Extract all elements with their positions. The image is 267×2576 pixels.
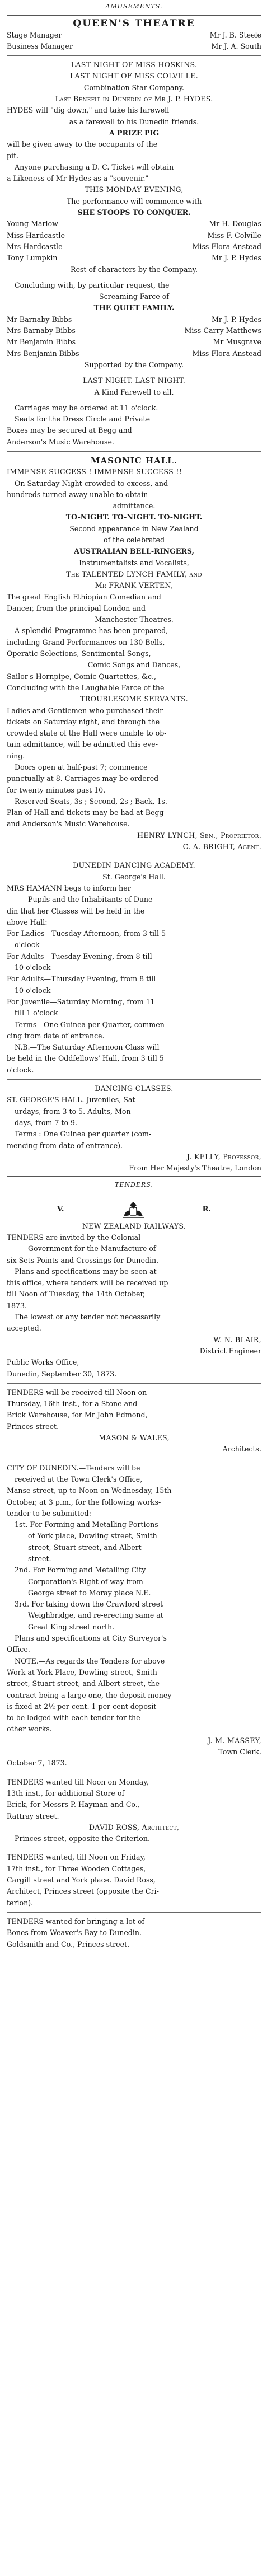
signature-line: HENRY LYNCH, Sen., Proprietor. <box>137 831 261 840</box>
text-line: 3rd. For taking down the Crawford street <box>15 1600 163 1609</box>
text-line: Instrumentalists and Vocalists, <box>79 558 189 567</box>
text-line: for twenty minutes past 10. <box>7 785 106 794</box>
staff-line: Business Manager Mr J. A. South <box>7 41 261 50</box>
text-line: Terms—One Guinea per Quarter, commen- <box>15 1020 167 1029</box>
text-line: LAST NIGHT OF MISS HOSKINS. <box>71 60 198 69</box>
signature-line: District Engineer <box>199 1346 261 1355</box>
text-line: George street to Moray place N.E. <box>28 1588 151 1597</box>
text-line: For Juvenile—Saturday Morning, from 11 <box>7 997 155 1006</box>
divider <box>7 1079 261 1080</box>
text-line: IMMENSE SUCCESS ! IMMENSE SUCCESS !! <box>7 467 182 476</box>
text-line: Concluding with, by particular request, the <box>15 280 170 289</box>
text-line: 1873. <box>7 1301 27 1310</box>
text-line: Plans and specifications may be seen at <box>15 1267 157 1276</box>
text-line: TENDERS wanted, till Noon on Friday, <box>7 1853 146 1862</box>
text-line: Rest of characters by the Company. <box>70 265 198 274</box>
text-line: Plans and specifications at City Surveyor's <box>15 1634 167 1643</box>
signature-line: MASON & WALES, <box>99 1434 170 1442</box>
ad-title: MASONIC HALL. <box>90 455 178 466</box>
text-line: till 1 o'clock <box>15 1009 58 1018</box>
text-line: Bones from Weaver's Bay to Dunedin. <box>7 1928 142 1937</box>
signature-line: Town Clerk. <box>218 1748 261 1757</box>
text-line: street, Stuart street, and Albert street, the <box>7 1679 160 1688</box>
ad-title: DUNEDIN DANCING ACADEMY. <box>73 861 195 870</box>
dancing-academy-ad <box>7 860 261 1076</box>
text-line: Manchester Theatres. <box>95 615 174 624</box>
text-line: ST. GEORGE'S HALL. Juveniles, Sat- <box>7 1095 138 1104</box>
text-line: For Adults—Tuesday Evening, from 8 till <box>7 952 152 961</box>
ad-title: QUEEN'S THEATRE <box>73 18 195 30</box>
text-line: Work at York Place, Dowling street, Smith <box>7 1668 157 1676</box>
text-line: The lowest or any tender not necessarily <box>15 1313 161 1322</box>
text-line: LAST NIGHT OF MISS COLVILLE. <box>69 72 199 81</box>
ad-title: NEW ZEALAND RAILWAYS. <box>82 1221 186 1230</box>
text-line: o'clock. <box>7 1065 34 1074</box>
ad-title: DANCING CLASSES. <box>95 1084 174 1093</box>
text-line: Brick, for Messrs P. Hayman and Co., <box>7 1800 140 1809</box>
text-line: ning. <box>7 751 25 760</box>
text-line: o'clock <box>15 940 40 949</box>
text-line: accepted. <box>7 1324 41 1333</box>
text-line: Seats for the Dress Circle and Private <box>15 415 151 424</box>
text-line: including Grand Performances on 130 Bells, <box>7 638 165 647</box>
section-header-tenders: TENDERS. <box>115 1181 153 1189</box>
cast-line: Tony Lumpkin Mr J. P. Hydes <box>7 254 261 263</box>
text-line: 2nd. For Forming and Metalling City <box>15 1566 146 1575</box>
text-line: Carriages may be ordered at 11 o'clock. <box>15 403 158 412</box>
royal-arms-icon <box>120 1200 146 1220</box>
signature-line: Architects. <box>222 1445 261 1454</box>
text-line: days, from 7 to 9. <box>15 1118 78 1127</box>
divider <box>7 1912 261 1913</box>
text-line: be held in the Oddfellows' Hall, from 3 till 5 <box>7 1054 164 1063</box>
city-works-tender <box>7 1463 261 1769</box>
text-line: TENDERS wanted for bringing a lot of <box>7 1917 145 1926</box>
text-line: 10 o'clock <box>15 986 51 995</box>
text-line: of York place, Dowling street, Smith <box>28 1531 157 1540</box>
divider <box>7 55 261 56</box>
text-line: Operatic Selections, Sentimental Songs, <box>7 649 151 658</box>
text-line: Brick Warehouse, for Mr John Edmond, <box>7 1411 148 1420</box>
cast-line: Miss Hardcastle Miss F. Colville <box>7 231 261 240</box>
text-line: pit. <box>7 151 19 160</box>
railways-tender <box>7 1198 261 1380</box>
text-line: tain admittance, will be admitted this eve- <box>7 740 158 749</box>
masonic-hall-ad <box>7 455 261 853</box>
text-line: and Anderson's Music Warehouse. <box>7 819 130 828</box>
divider <box>7 1383 261 1384</box>
text-line: Concluding with the Laughable Farce of the <box>7 683 165 692</box>
text-line: a Likeness of Mr Hydes as a "souvenir." <box>7 174 149 183</box>
text-line: 10 o'clock <box>15 963 51 972</box>
signature-line: From Her Majesty's Theatre, London <box>129 1164 261 1173</box>
ad-subtitle: St. George's Hall. <box>102 872 166 881</box>
text-line: NOTE.—As regards the Tenders for above <box>15 1656 165 1665</box>
text-line: urdays, from 3 to 5. Adults, Mon- <box>15 1107 133 1116</box>
text-line: Weighbridge, and re-erecting same at <box>28 1611 163 1620</box>
text-line: hundreds turned away unable to obtain <box>7 490 148 499</box>
text-line: Ladies and Gentlemen who purchased their <box>7 706 163 715</box>
text-line: TROUBLESOME SERVANTS. <box>80 695 188 704</box>
staff-line: Stage Manager Mr J. B. Steele <box>7 30 261 39</box>
text-line: N.B.—The Saturday Afternoon Class will <box>15 1043 160 1052</box>
text-line: A Kind Farewell to all. <box>94 387 174 396</box>
text-line: Anyone purchasing a D. C. Ticket will obtain <box>15 162 174 171</box>
text-line: six Sets Points and Crossings for Dunedin. <box>7 1256 159 1264</box>
section-header-amusements: AMUSEMENTS. <box>105 3 163 10</box>
text-line: TENDERS will be received till Noon on <box>7 1388 147 1397</box>
text-line: Goldsmith and Co., Princes street. <box>7 1940 130 1949</box>
signature-line: C. A. BRIGHT, Agent. <box>182 842 261 851</box>
text-line: received at the Town Clerk's Office, <box>15 1474 143 1483</box>
text-line: HYDES will "dig down," and take his farewell <box>7 106 170 115</box>
text-line: October 7, 1873. <box>7 1759 67 1768</box>
signature-line: J. M. MASSEY, <box>208 1736 261 1745</box>
text-line: Terms : One Guinea per quarter (com- <box>15 1130 152 1139</box>
text-line: 17th inst., for Three Wooden Cottages, <box>7 1864 146 1873</box>
bones-tender <box>7 1916 261 1950</box>
text-line: contract being a large one, the deposit money <box>7 1690 172 1699</box>
text-line: Corporation's Right-of-way from <box>28 1577 143 1586</box>
text-line: For Ladies—Tuesday Afternoon, from 3 till 5 <box>7 929 166 938</box>
text-line: Rattray street. <box>7 1811 59 1820</box>
text-line: as a farewell to his Dunedin friends. <box>69 117 199 126</box>
text-line: THE QUIET FAMILY. <box>93 303 175 312</box>
text-line: 1st. For Forming and Metalling Portions <box>15 1520 158 1529</box>
text-line: above Hall: <box>7 917 48 926</box>
cast-line: Mrs Hardcastle Miss Flora Anstead <box>7 242 261 251</box>
text-line: Manse street, up to Noon on Wednesday, 15th <box>7 1486 172 1495</box>
text-line: 13th inst., for additional Store of <box>7 1788 125 1797</box>
text-line: Princes street, opposite the Criterion. <box>15 1834 150 1843</box>
royal-crest <box>7 1198 261 1221</box>
text-line: A PRIZE PIG <box>109 128 160 137</box>
queens-theatre-ad <box>7 18 261 448</box>
text-line: Anderson's Music Warehouse. <box>7 437 114 446</box>
cast-line: Mr Benjamin Bibbs Mr Musgrave <box>7 338 261 346</box>
text-line: din that her Classes will be held in the <box>7 906 145 915</box>
text-line: Boxes may be secured at Begg and <box>7 426 132 435</box>
crest-letter-r: R. <box>202 1205 211 1214</box>
text-line: Plan of Hall and tickets may be had at Begg <box>7 808 164 817</box>
text-line: For Adults—Thursday Evening, from 8 till <box>7 975 156 983</box>
text-line: tickets on Saturday night, and through the <box>7 717 160 726</box>
text-line: Combination Star Company. <box>83 83 185 92</box>
signature-line: J. KELLY, Professor, <box>186 1152 261 1161</box>
text-line: Comic Songs and Dances, <box>87 661 181 669</box>
cast-line: Mr Barnaby Bibbs Mr J. P. Hydes <box>7 315 261 324</box>
signature-line: DAVID ROSS, Architect, <box>88 1823 180 1832</box>
text-line: will be given away to the occupants of the <box>7 140 158 149</box>
text-line: street, Stuart street, and Albert <box>28 1543 142 1552</box>
text-line: TENDERS wanted till Noon on Monday, <box>7 1777 149 1786</box>
text-line: The performance will commence with <box>66 196 202 205</box>
text-line: other works. <box>7 1725 52 1734</box>
text-line: Public Works Office, <box>7 1358 79 1367</box>
text-line: AUSTRALIAN BELL-RINGERS, <box>74 547 194 556</box>
text-line: Screaming Farce of <box>99 292 169 301</box>
cast-line: Mrs Barnaby Bibbs Miss Carry Matthews <box>7 326 261 335</box>
divider <box>7 451 261 452</box>
cottages-tender <box>7 1852 261 1908</box>
text-line: tender to be submitted:— <box>7 1509 99 1518</box>
text-line: crowded state of the Hall were unable to ob- <box>7 729 167 738</box>
text-line: TO-NIGHT. TO-NIGHT. TO-NIGHT. <box>65 513 203 522</box>
text-line: LAST NIGHT. LAST NIGHT. <box>82 376 186 385</box>
text-line: Dunedin, September 30, 1873. <box>7 1369 117 1378</box>
text-line: punctually at 8. Carriages may be ordered <box>7 774 159 783</box>
text-line: Last Benefit in Dunedin of Mr J. P. HYDES. <box>55 95 213 104</box>
text-line: Reserved Seats, 3s ; Second, 2s ; Back, 1s. <box>15 797 167 805</box>
divider <box>7 15 261 16</box>
text-line: Second appearance in New Zealand <box>69 524 199 533</box>
cast-line: Young Marlow Mr H. Douglas <box>7 219 261 228</box>
text-line: Princes street. <box>7 1422 59 1431</box>
text-line: THIS MONDAY EVENING, <box>85 185 184 194</box>
text-line: TENDERS are invited by the Colonial <box>7 1233 141 1242</box>
crest-letter-v: V. <box>57 1205 64 1214</box>
text-line: CITY OF DUNEDIN.—Tenders will be <box>7 1463 140 1472</box>
text-line: Office. <box>7 1645 30 1654</box>
text-line: of the celebrated <box>103 536 165 545</box>
text-line: street. <box>28 1554 51 1563</box>
text-line: On Saturday Night crowded to excess, and <box>15 479 168 488</box>
warehouse-tender <box>7 1387 261 1455</box>
text-line: Government for the Manufacture of <box>28 1244 156 1253</box>
text-line: Thursday, 16th inst., for a Stone and <box>7 1399 138 1408</box>
text-line: October, at 3 p.m., for the following works- <box>7 1497 161 1506</box>
cast-line: Mrs Benjamin Bibbs Miss Flora Anstead <box>7 349 261 358</box>
text-line: Dancer, from the principal London and <box>7 603 146 612</box>
text-line: The TALENTED LYNCH FAMILY, and <box>66 569 202 578</box>
text-line: MRS HAMANN begs to inform her <box>7 883 131 892</box>
text-line: till Noon of Tuesday, the 14th October, <box>7 1290 146 1299</box>
text-line: admittance. <box>113 502 156 510</box>
text-line: Architect, Princes street (opposite the Cri- <box>7 1887 159 1896</box>
divider <box>7 1176 261 1177</box>
brick-store-tender <box>7 1777 261 1845</box>
text-line: SHE STOOPS TO CONQUER. <box>77 208 191 217</box>
text-line: Doors open at half-past 7; commence <box>15 763 148 771</box>
text-line: Great King street north. <box>28 1622 115 1631</box>
text-line: Supported by the Company. <box>84 360 184 369</box>
text-line: this office, where tenders will be received up <box>7 1278 168 1287</box>
text-line: Pupils and the Inhabitants of Dune- <box>28 895 155 904</box>
text-line: terion). <box>7 1898 34 1907</box>
text-line: Sailor's Hornpipe, Comic Quartettes, &c., <box>7 672 157 681</box>
text-line: Mr FRANK VERTEN, <box>95 581 174 590</box>
text-line: mencing from date of entrance). <box>7 1141 123 1150</box>
signature-line: W. N. BLAIR, <box>213 1335 261 1344</box>
text-line: to be lodged with each tender for the <box>7 1713 140 1722</box>
text-line: The great English Ethiopian Comedian and <box>7 592 161 601</box>
dancing-classes-ad <box>7 1083 261 1174</box>
text-line: cing from date of entrance. <box>7 1031 105 1040</box>
text-line: is fixed at 2½ per cent. 1 per cent deposit <box>7 1702 157 1711</box>
text-line: A splendid Programme has been prepared, <box>15 626 168 635</box>
text-line: Cargill street and York place. David Ross, <box>7 1876 156 1885</box>
